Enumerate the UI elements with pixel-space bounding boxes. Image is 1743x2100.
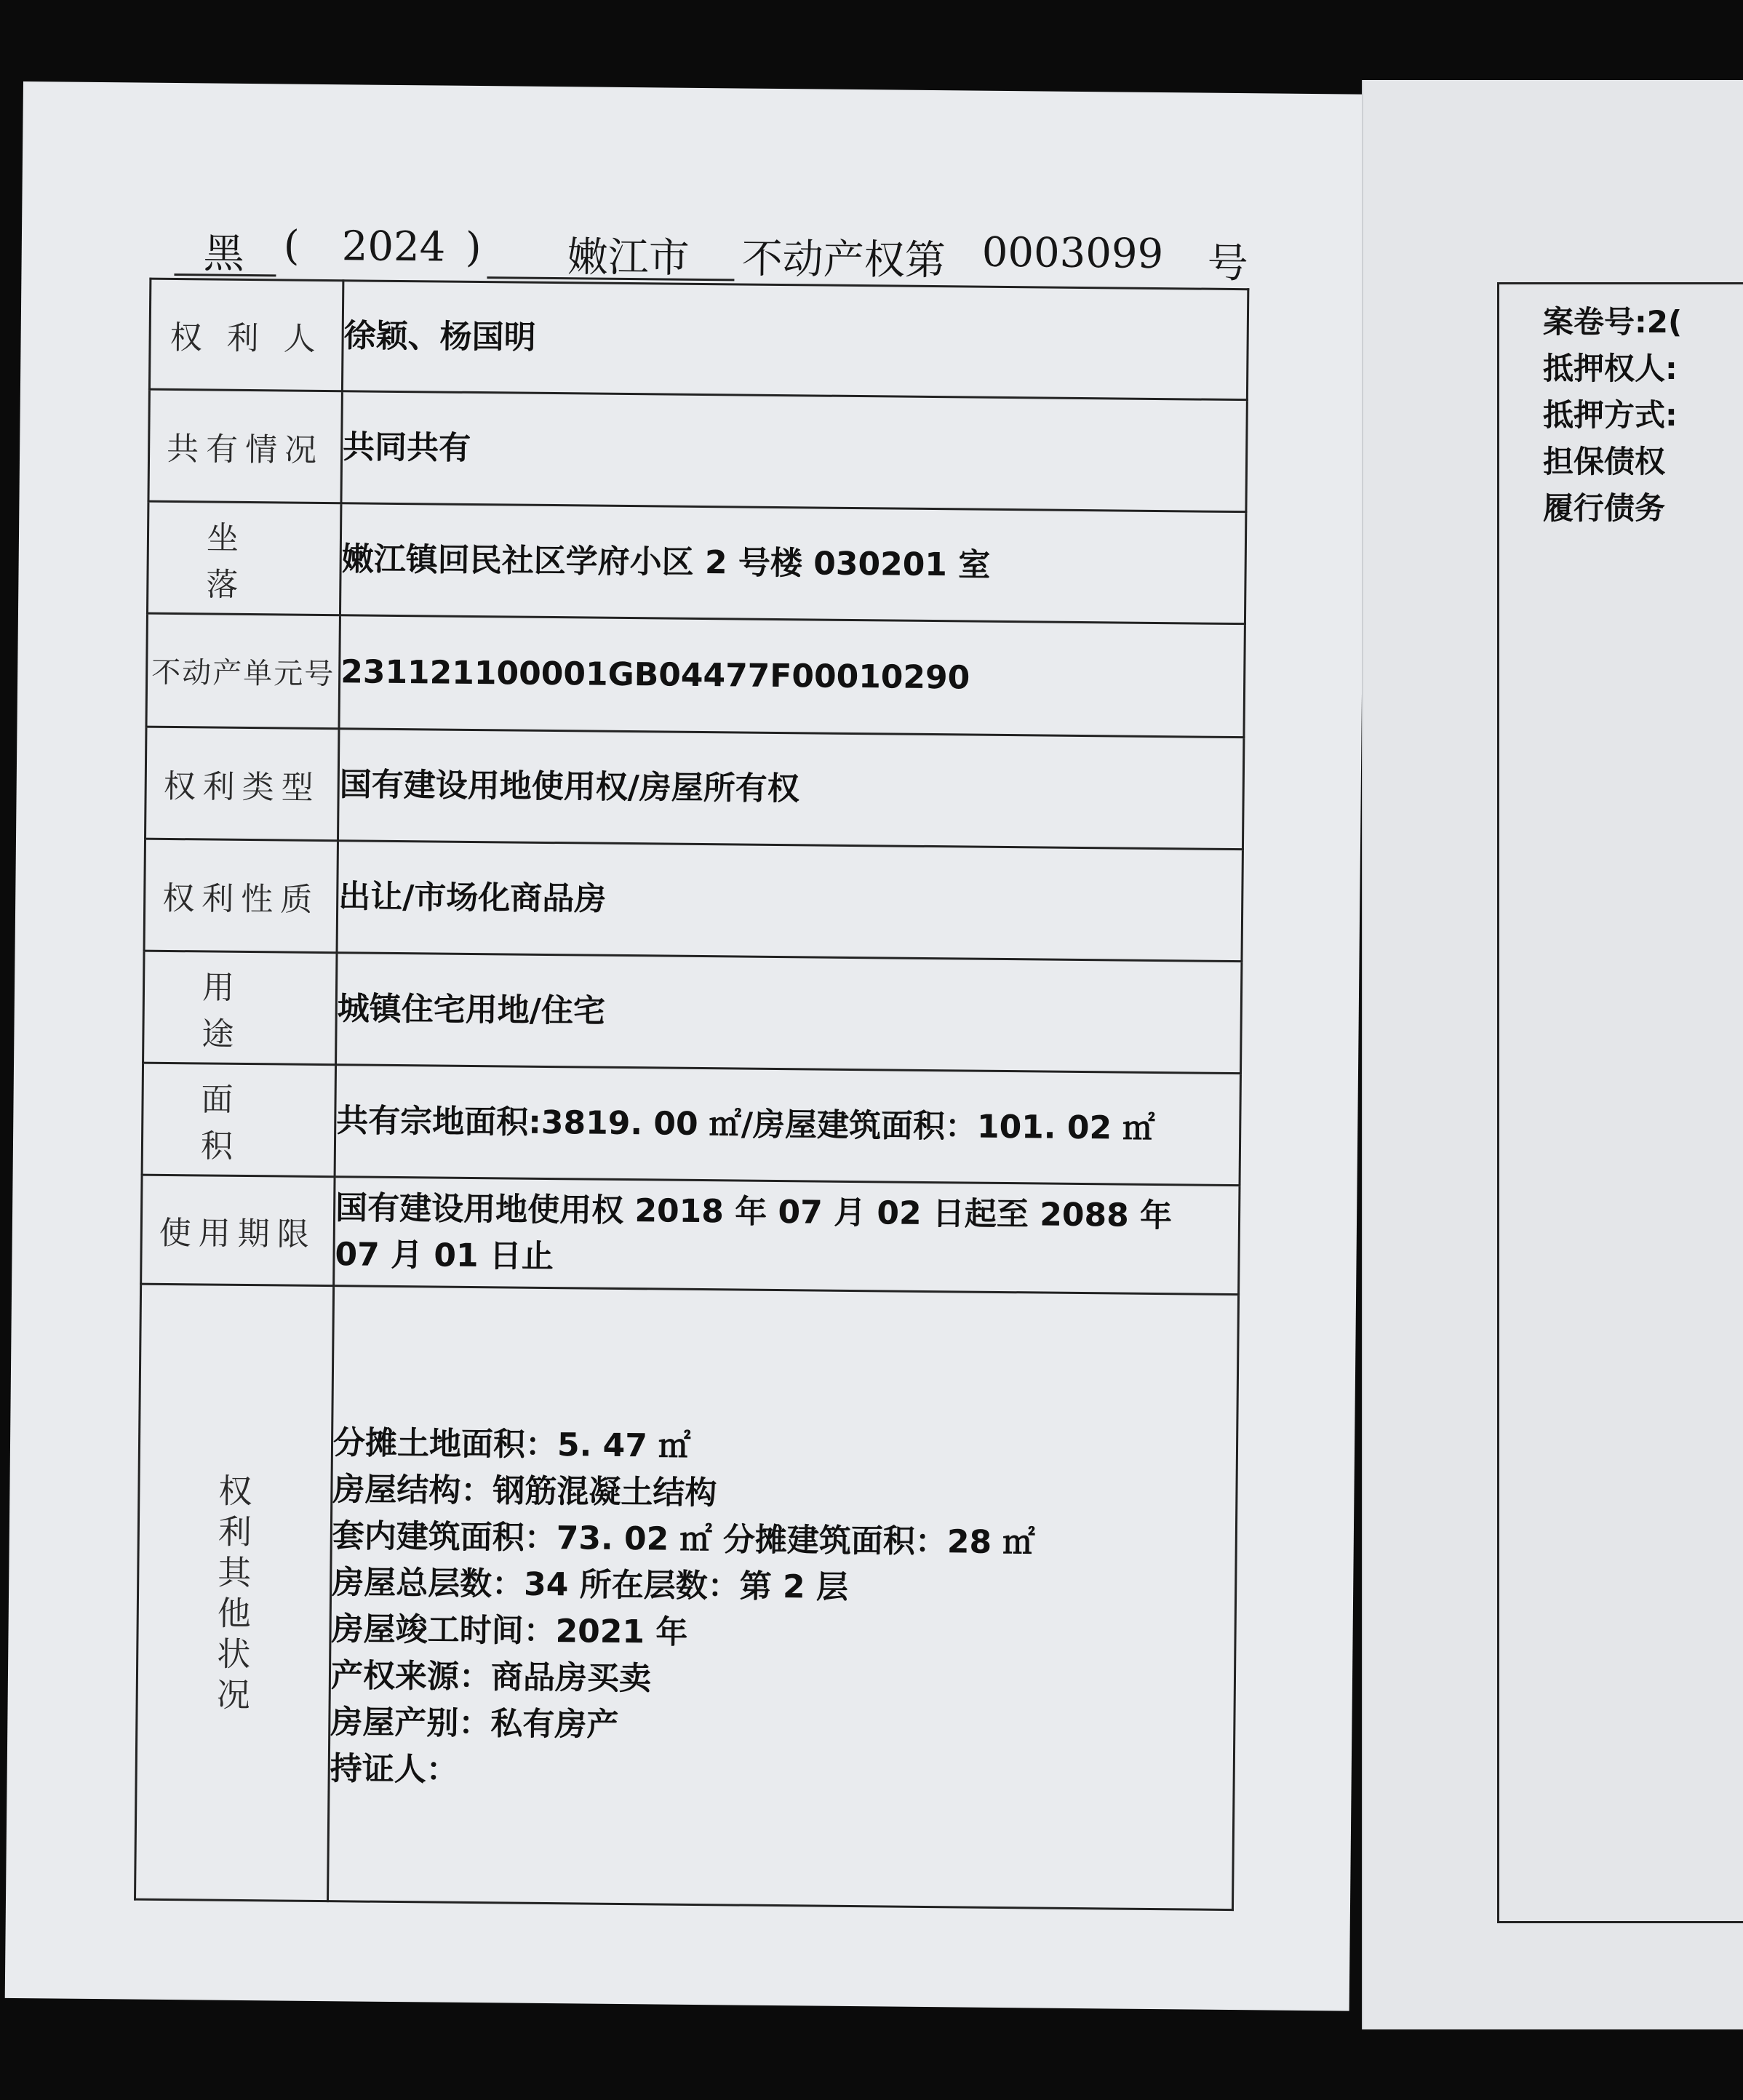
row-right-nature — [144, 839, 1243, 961]
value-right-nature: 出让/市场化商品房 — [337, 841, 1243, 962]
label-location: 坐 落 — [147, 501, 340, 615]
value-holder: 徐颖、杨国明 — [342, 281, 1248, 400]
other-lines — [330, 1395, 1236, 1801]
adjacent-line: 案卷号:2( — [1543, 304, 1683, 340]
adjacent-line: 抵押方式: — [1543, 397, 1678, 433]
other-line: 房屋产别：私有房产 — [330, 1703, 619, 1744]
row-co-ownership — [148, 389, 1247, 511]
row-location — [147, 501, 1245, 623]
label-right-nature: 权利性质 — [144, 839, 338, 953]
value-location: 嫩江镇回民社区学府小区 2 号楼 030201 室 — [340, 503, 1245, 624]
label-usage: 用 途 — [143, 951, 337, 1065]
other-line: 房屋竣工时间：2021 年 — [331, 1610, 688, 1651]
label-other — [135, 1284, 334, 1901]
certificate-table — [134, 278, 1249, 1911]
value-unit-no: 231121100001GB04477F00010290 — [339, 615, 1245, 738]
value-co-ownership: 共同共有 — [341, 391, 1247, 512]
value-term: 国有建设用地使用权 2018 年 07 月 02 日起至 2088 年 07 月 01 日止 — [334, 1177, 1240, 1295]
city: 嫩江市 — [567, 233, 690, 282]
row-right-type — [145, 727, 1244, 849]
row-area — [142, 1063, 1240, 1185]
label-other-text: 权利其他状况 — [216, 1471, 252, 1714]
adjacent-line: 担保债权 — [1543, 444, 1666, 479]
other-line: 分摊土地面积：5. 47 ㎡ — [332, 1424, 691, 1465]
certificate-page — [5, 81, 1368, 2011]
certificate-number: 0003099 — [981, 228, 1164, 279]
value-usage: 城镇住宅用地/住宅 — [336, 953, 1242, 1074]
label-holder: 权 利 人 — [149, 279, 343, 391]
value-area: 共有宗地面积:3819. 00 ㎡/房屋建筑面积：101. 02 ㎡ — [335, 1065, 1240, 1186]
adjacent-page-box — [1497, 282, 1743, 1923]
label-co-ownership: 共有情况 — [148, 389, 342, 503]
value-right-type: 国有建设用地使用权/房屋所有权 — [338, 729, 1244, 850]
adjacent-line: 抵押权人: — [1543, 351, 1678, 386]
other-line: 房屋总层数：34 所在层数：第 2 层 — [331, 1563, 849, 1606]
other-line: 房屋结构：钢筋混凝土结构 — [332, 1470, 717, 1512]
label-unit-no: 不动产单元号 — [146, 613, 340, 729]
year: 2024 — [341, 223, 446, 271]
province-char: 黑 — [203, 230, 245, 278]
row-unit-no — [146, 613, 1245, 737]
value-other — [328, 1286, 1239, 1910]
row-term — [141, 1175, 1240, 1294]
label-area: 面 积 — [142, 1063, 335, 1177]
number-suffix: 号 — [1207, 239, 1248, 288]
label-term: 使用期限 — [141, 1175, 335, 1286]
row-usage — [143, 951, 1242, 1073]
paren-open: ( — [283, 222, 300, 270]
other-line: 套内建筑面积：73. 02 ㎡ 分摊建筑面积：28 ㎡ — [332, 1517, 1035, 1561]
label-right-type: 权利类型 — [145, 727, 339, 841]
header-middle: 不动产权第 — [741, 235, 946, 285]
other-line: 持证人： — [330, 1749, 458, 1789]
row-holder — [149, 279, 1248, 399]
adjacent-line: 履行债务 — [1543, 490, 1666, 526]
row-other — [135, 1284, 1239, 1909]
other-line: 产权来源：商品房买卖 — [330, 1656, 652, 1697]
paren-close: ) — [465, 223, 482, 272]
